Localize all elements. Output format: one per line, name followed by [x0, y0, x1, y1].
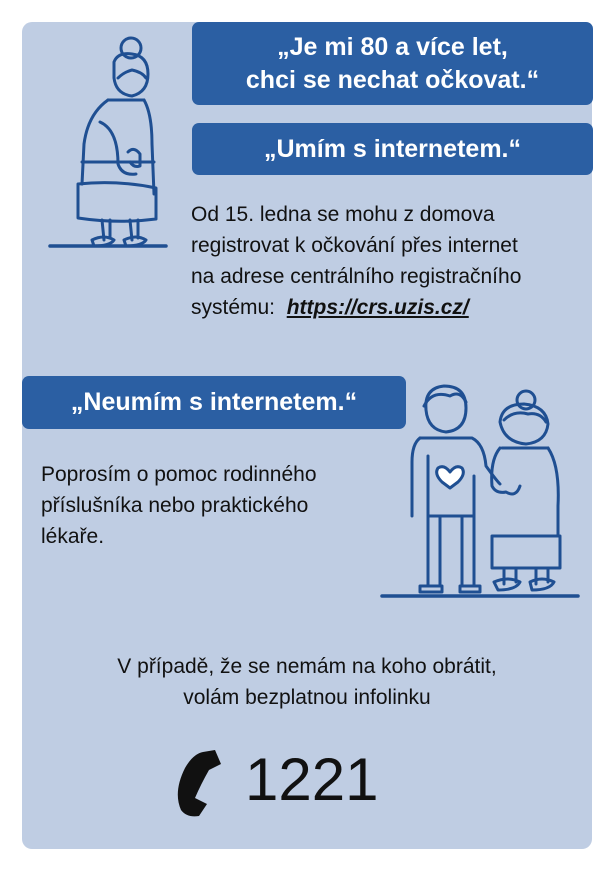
- internet-yes-line4: [191, 292, 586, 323]
- internet-no-line1: Poprosím o pomoc rodinného: [41, 463, 317, 486]
- hotline-number[interactable]: 1221: [245, 746, 379, 813]
- internet-no-banner: [22, 376, 406, 429]
- hotline-paragraph: [22, 651, 592, 713]
- internet-yes-line3: na adrese centrálního registračního: [191, 265, 522, 288]
- internet-yes-paragraph: [191, 199, 586, 323]
- internet-yes-line4-prefix: systému:: [191, 296, 276, 319]
- elderly-woman-icon: [48, 34, 170, 250]
- crs-link[interactable]: https://crs.uzis.cz/: [286, 296, 469, 319]
- hotline-line1: V případě, že se nemám na koho obrátit,: [117, 655, 497, 678]
- internet-yes-banner-text: „Umím s internetem.“: [263, 134, 521, 163]
- internet-yes-line2: registrovat k očkování přes internet: [191, 234, 518, 257]
- internet-yes-line1: Od 15. ledna se mohu z domova: [191, 203, 495, 226]
- internet-yes-banner: [192, 123, 593, 175]
- internet-no-paragraph: [41, 459, 381, 552]
- age-banner-line1: „Je mi 80 a více let,: [277, 32, 508, 61]
- phone-icon: [165, 748, 229, 823]
- helper-and-elderly-icon: [380, 376, 580, 602]
- hotline-block: [165, 740, 465, 820]
- age-banner: [192, 22, 593, 105]
- internet-no-line3: lékaře.: [41, 525, 105, 548]
- age-banner-line2: chci se nechat očkovat.“: [245, 65, 540, 94]
- internet-no-line2: příslušníka nebo praktického: [41, 494, 309, 517]
- hotline-line2: volám bezplatnou infolinku: [183, 686, 431, 709]
- internet-no-banner-text: „Neumím s internetem.“: [70, 388, 358, 416]
